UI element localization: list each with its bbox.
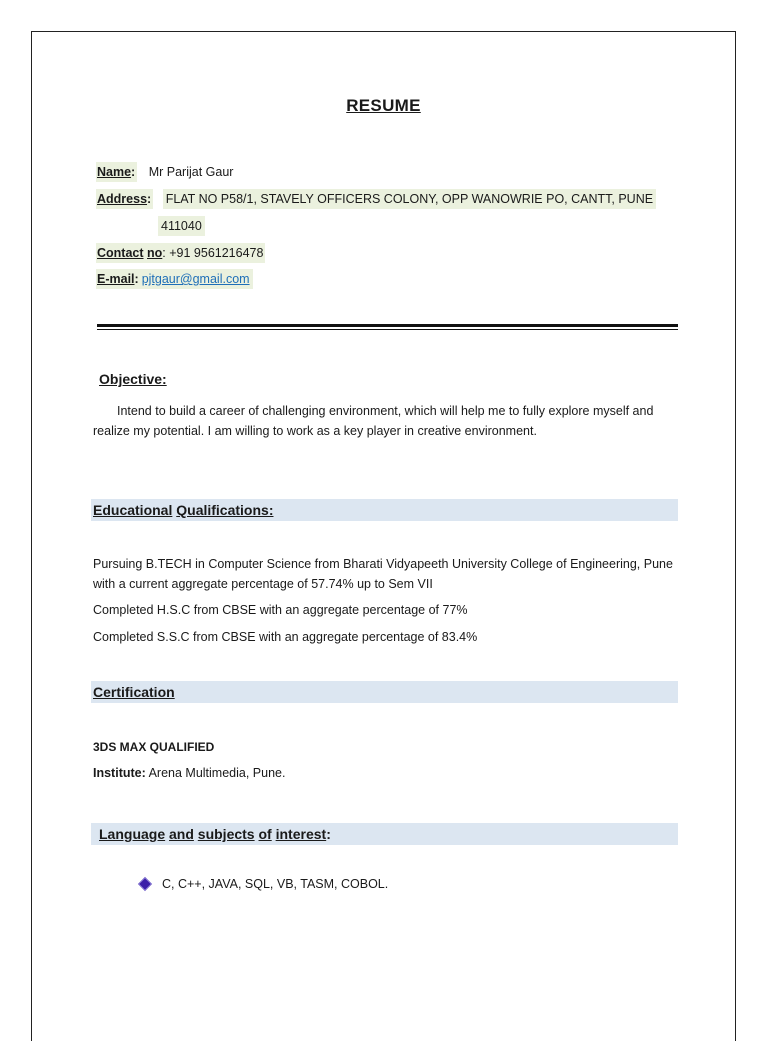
contact-value: +91 9561216478 — [169, 246, 264, 260]
objective-text: Intend to build a career of challenging environment, which will help me to fully explore myself and realize my potential. I am willing to work as a key player in creative environment. — [93, 404, 654, 438]
address-label: Address: — [96, 189, 153, 209]
contact-number: Contact no: +91 9561216478 — [96, 243, 265, 263]
email-label: E-mail: — [96, 269, 141, 289]
certification-name: 3DS MAX QUALIFIED — [93, 740, 215, 754]
name-label: Name: — [96, 162, 137, 182]
name-row — [96, 162, 233, 182]
contact-label-1: Contact — [97, 246, 144, 260]
resume-page — [31, 31, 736, 1041]
name-value: Mr Parijat Gaur — [148, 165, 234, 179]
languages-text: C, C++, JAVA, SQL, VB, TASM, COBOL. — [162, 877, 389, 891]
education-heading-word-2: Qualifications: — [176, 502, 274, 518]
certification-heading: Certification — [91, 681, 678, 703]
education-item-1: Pursuing B.TECH in Computer Science from Bharati Vidyapeeth University College of Engineering, Pune with a current aggregate percentage of 57.74% up to Sem VII — [93, 557, 673, 591]
languages-list-item — [140, 877, 388, 891]
address-row — [96, 189, 656, 209]
divider-thick — [97, 324, 678, 327]
languages-heading: Language and subjects of interest: — [91, 823, 678, 845]
education-heading — [91, 499, 678, 521]
contact-row — [96, 243, 265, 263]
divider-thin — [97, 329, 678, 330]
page-title: RESUME — [346, 96, 421, 115]
address-line-1: FLAT NO P58/1, STAVELY OFFICERS COLONY, OPP WANOWRIE PO, CANTT, PUNE — [163, 189, 656, 209]
email-link[interactable]: pjtgaur@gmail.com — [141, 272, 250, 286]
objective-heading: Objective: — [99, 371, 167, 387]
address-row-2 — [158, 216, 205, 236]
institute-label: Institute: — [93, 766, 146, 780]
address-line-2: 411040 — [158, 216, 205, 236]
education-item-2: Completed H.S.C from CBSE with an aggregate percentage of 77% — [93, 603, 468, 617]
institute-value: Arena Multimedia, Pune. — [148, 766, 286, 780]
contact-label-2: no — [147, 246, 163, 260]
email-row — [96, 269, 253, 289]
education-item-3: Completed S.S.C from CBSE with an aggregate percentage of 83.4% — [93, 630, 478, 644]
education-heading-word-1: Educational — [93, 502, 173, 518]
diamond-bullet-icon — [138, 877, 152, 891]
certification-institute — [93, 764, 678, 784]
